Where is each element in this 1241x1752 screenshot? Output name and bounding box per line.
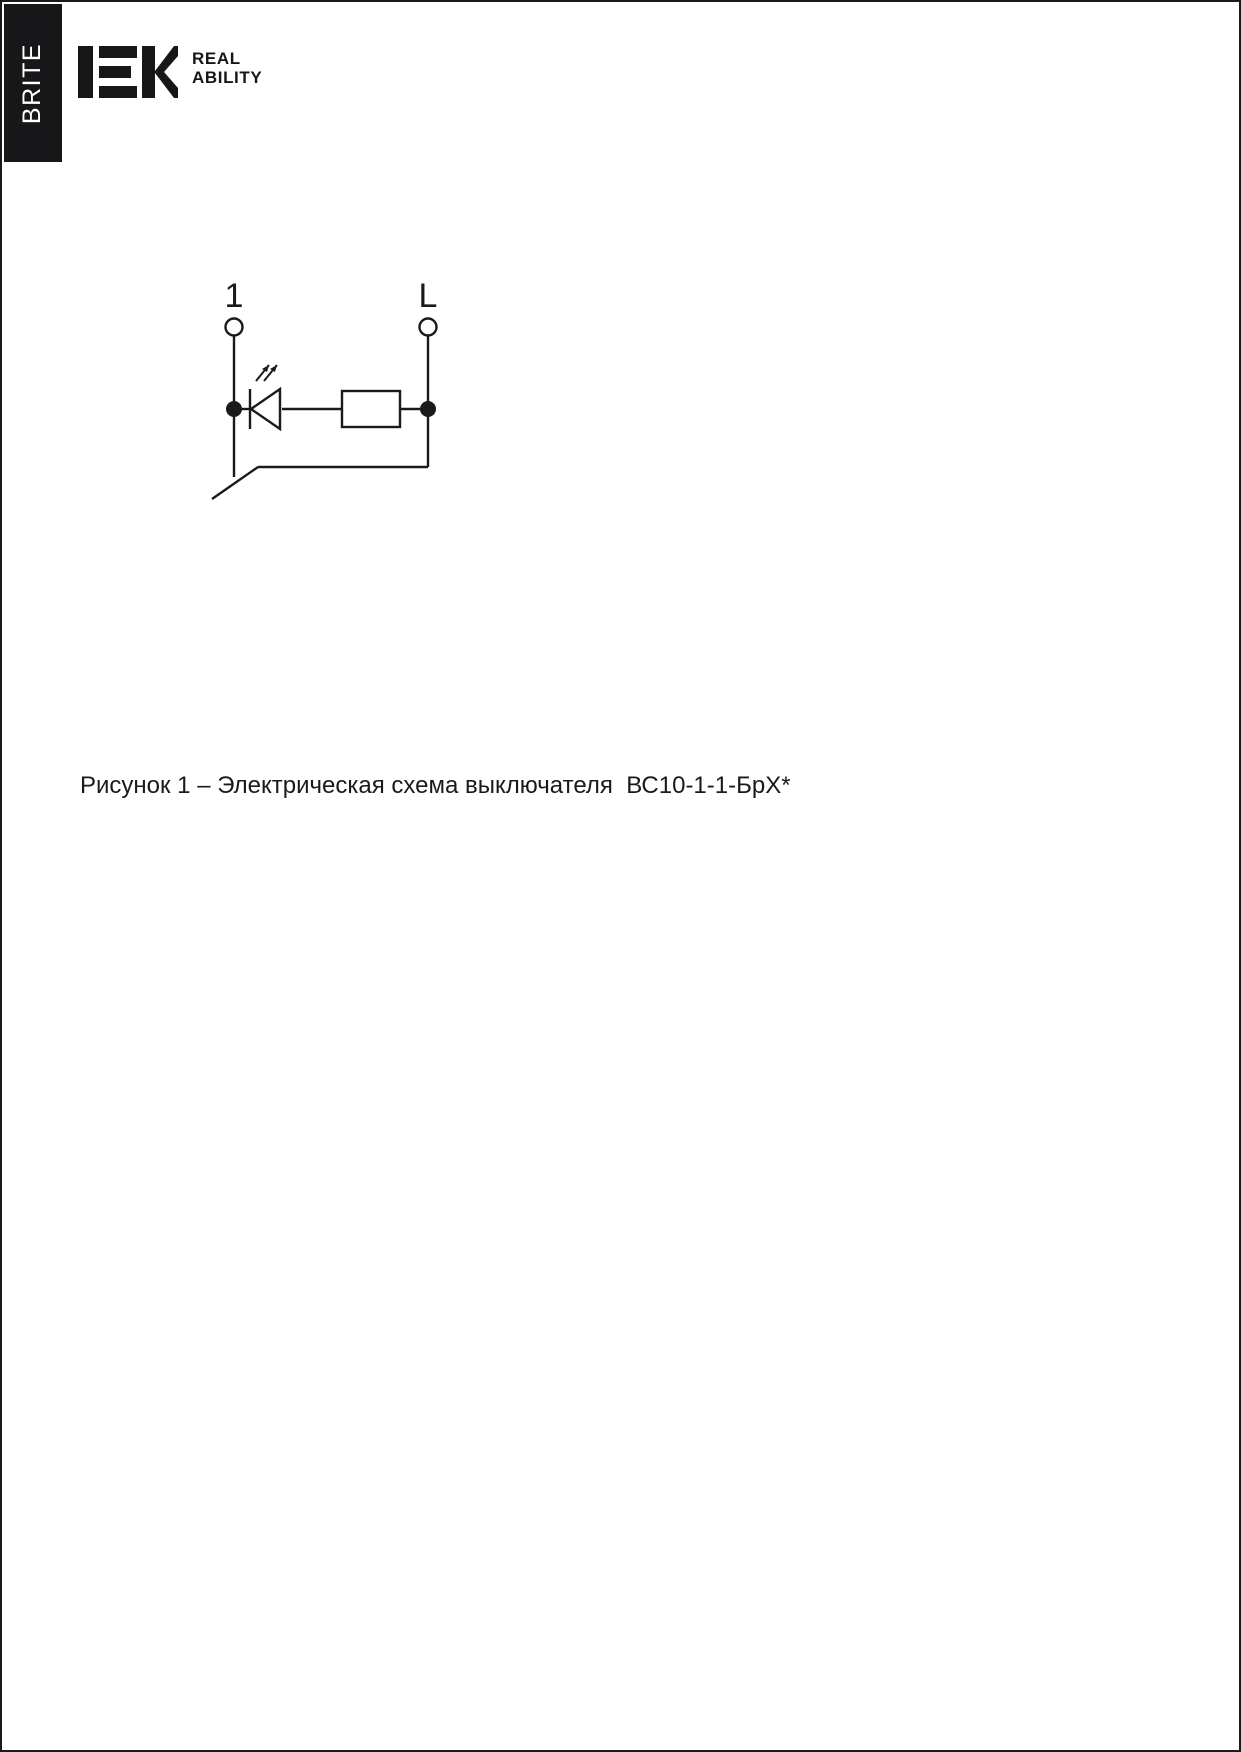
terminal-l-label: L — [418, 277, 438, 315]
brand-tab-label: BRITE — [18, 42, 47, 124]
terminal-l-circle — [420, 319, 437, 336]
figure-caption: Рисунок 1 – Электрическая схема выключателя ВС10-1-1-БрХ* — [80, 772, 791, 799]
tagline-line-1: REAL — [192, 49, 241, 68]
terminal-1-circle — [226, 319, 243, 336]
iek-logo — [78, 40, 262, 104]
circuit-diagram — [152, 277, 512, 537]
led-symbol — [250, 365, 280, 429]
junction-dot-left — [226, 401, 242, 417]
junction-dot-right — [420, 401, 436, 417]
iek-logo-tagline — [192, 40, 262, 87]
brand-tab — [4, 4, 62, 162]
tagline-line-2: ABILITY — [192, 68, 263, 88]
iek-logo-mark — [78, 40, 178, 104]
resistor-symbol — [342, 391, 400, 427]
circuit-diagram-svg — [152, 277, 512, 537]
terminal-1-label: 1 — [224, 277, 244, 315]
